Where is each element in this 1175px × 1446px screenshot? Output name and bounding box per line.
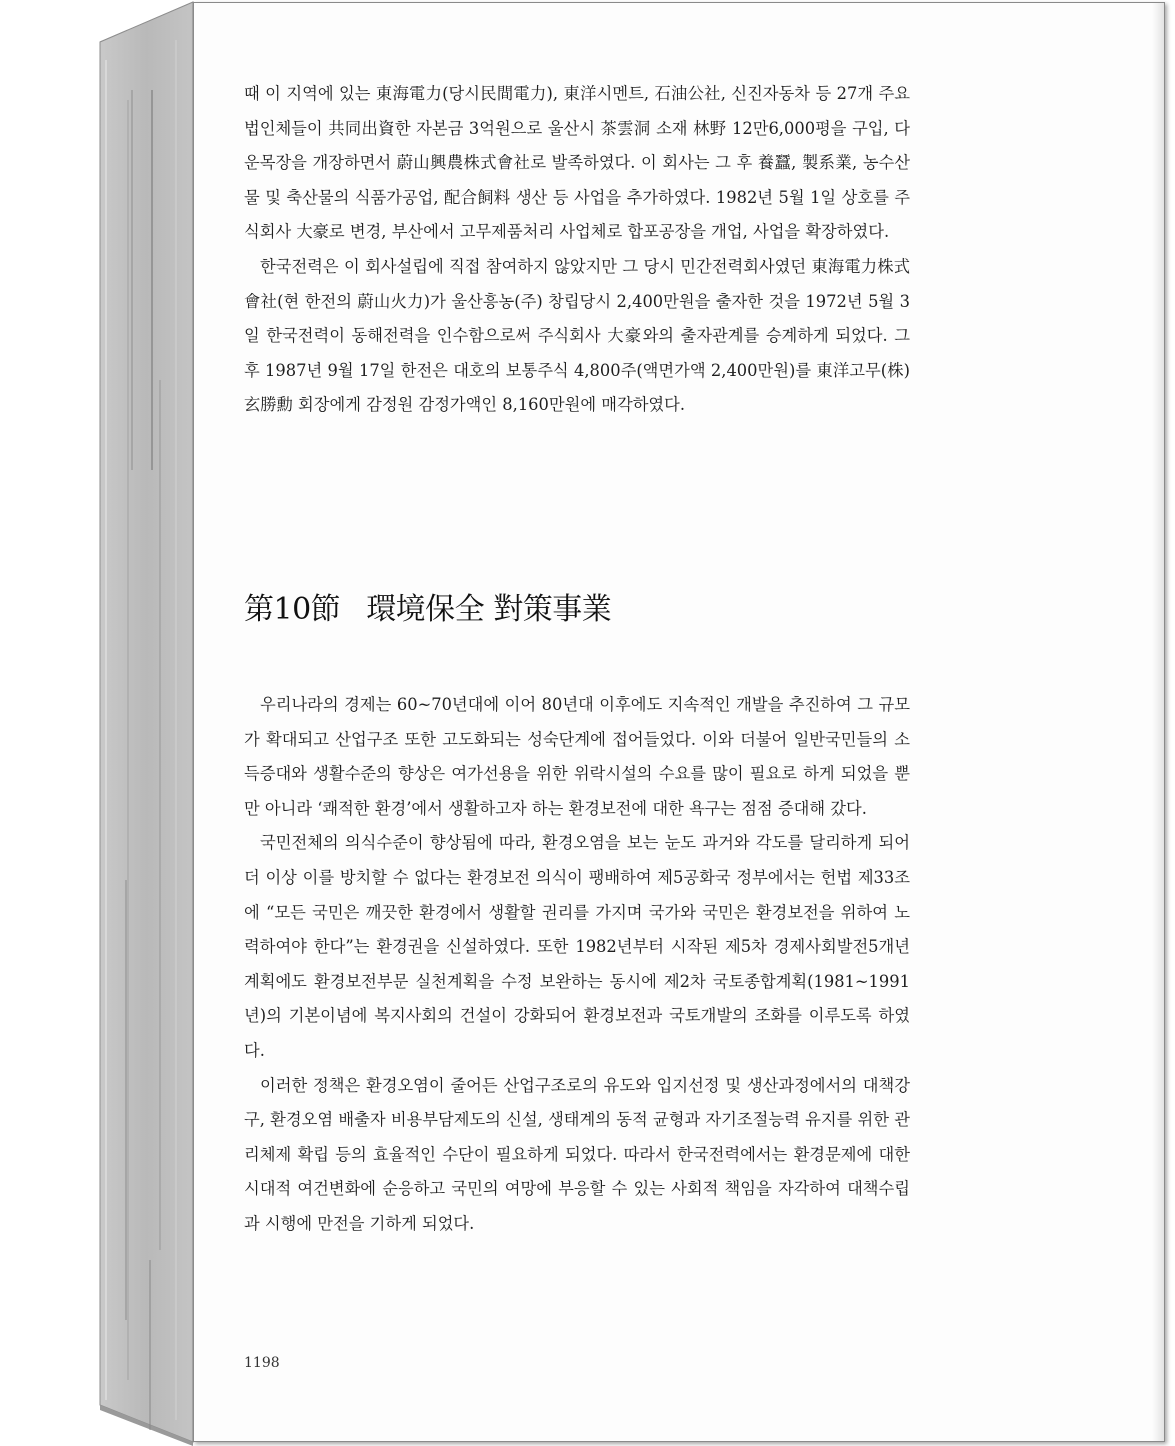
- page-edge-shadow: [1152, 3, 1164, 1441]
- page-number: 1198: [244, 1355, 280, 1371]
- paragraph: 국민전체의 의식수준이 향상됨에 따라, 환경오염을 보는 눈도 과거와 각도를 달리하게 되어 더 이상 이를 방치할 수 없다는 환경보전 의식이 팽배하여 제5공화국 정부에서는 헌법 제33조에 “모든 국민은 깨끗한 환경에서 생활할 권리를 가지며 국가와 국민은 환경보전을 위하여 노력하여야 한다”는 환경권을 신설하였다. 또한 1982년부터 시작된 제5차 경제사회발전5개년계획에도 환경보전부문 실천계획을 수정 보완하는 동시에 제2차 국토종합계획(1981~1991년)의 기본이념에 복지사회의 건설이 강화되어 환경보전과 국토개발의 조화를 이루도록 하였다.: [244, 833, 910, 1060]
- book-spine: [0, 0, 200, 1446]
- section-title: 環境保全 對策事業: [366, 592, 612, 627]
- section-heading: [244, 590, 910, 630]
- paragraph: 때 이 지역에 있는 東海電力(당시民間電力), 東洋시멘트, 石油公社, 신진자동차 등 27개 주요법인체들이 共同出資한 자본금 3억원으로 울산시 茶雲洞 소재 林野 12만6,000평을 구입, 다운목장을 개장하면서 蔚山興農株式會社로 발족하였다. 이 회사는 그 후 養蠶, 製系業, 농수산물 및 축산물의 식품가공업, 配合飼料 생산 등 사업을 추가하였다. 1982년 5월 1일 상호를 주식회사 大豪로 변경, 부산에서 고무제품처리 사업체로 합포공장을 개업, 사업을 확장하였다.: [244, 84, 910, 242]
- paragraph: 한국전력은 이 회사설립에 직접 참여하지 않았지만 그 당시 민간전력회사였던 東海電力株式會社(현 한전의 蔚山火力)가 울산흥농(주) 창립당시 2,400만원을 출자한 것을 1972년 5월 3일 한국전력이 동해전력을 인수함으로써 주식회사 大豪와의 출자관계를 승계하게 되었다. 그 후 1987년 9월 17일 한전은 대호의 보통주식 4,800주(액면가액 2,400만원)를 東洋고무(株) 玄勝勳 회장에게 감정원 감정가액인 8,160만원에 매각하였다.: [244, 256, 910, 415]
- paragraph: 이러한 정책은 환경오염이 줄어든 산업구조로의 유도와 입지선정 및 생산과정에서의 대책강구, 환경오염 배출자 비용부담제도의 신설, 생태계의 동적 균형과 자기조절능력 유지를 위한 관리체제 확립 등의 효율적인 수단이 필요하게 되었다. 따라서 한국전력에서는 환경문제에 대한 시대적 여건변화에 순응하고 국민의 여망에 부응할 수 있는 사회적 책임을 자각하여 대책수립과 시행에 만전을 기하게 되었다.: [244, 1075, 910, 1233]
- intro-text-block: [244, 77, 910, 423]
- paragraph: 우리나라의 경제는 60~70년대에 이어 80년대 이후에도 지속적인 개발을 추진하여 그 규모가 확대되고 산업구조 또한 고도화되는 성숙단계에 접어들었다. 이와 더불어 일반국민들의 소득증대와 생활수준의 향상은 여가선용을 위한 위락시설의 수요를 많이 필요로 하게 되었을 뿐만 아니라 ‘쾌적한 환경’에서 생활하고자 하는 환경보전에 대한 욕구는 점점 증대해 갔다.: [244, 695, 910, 818]
- section-number: 第10節: [244, 592, 341, 627]
- section-text-block: [244, 688, 910, 1242]
